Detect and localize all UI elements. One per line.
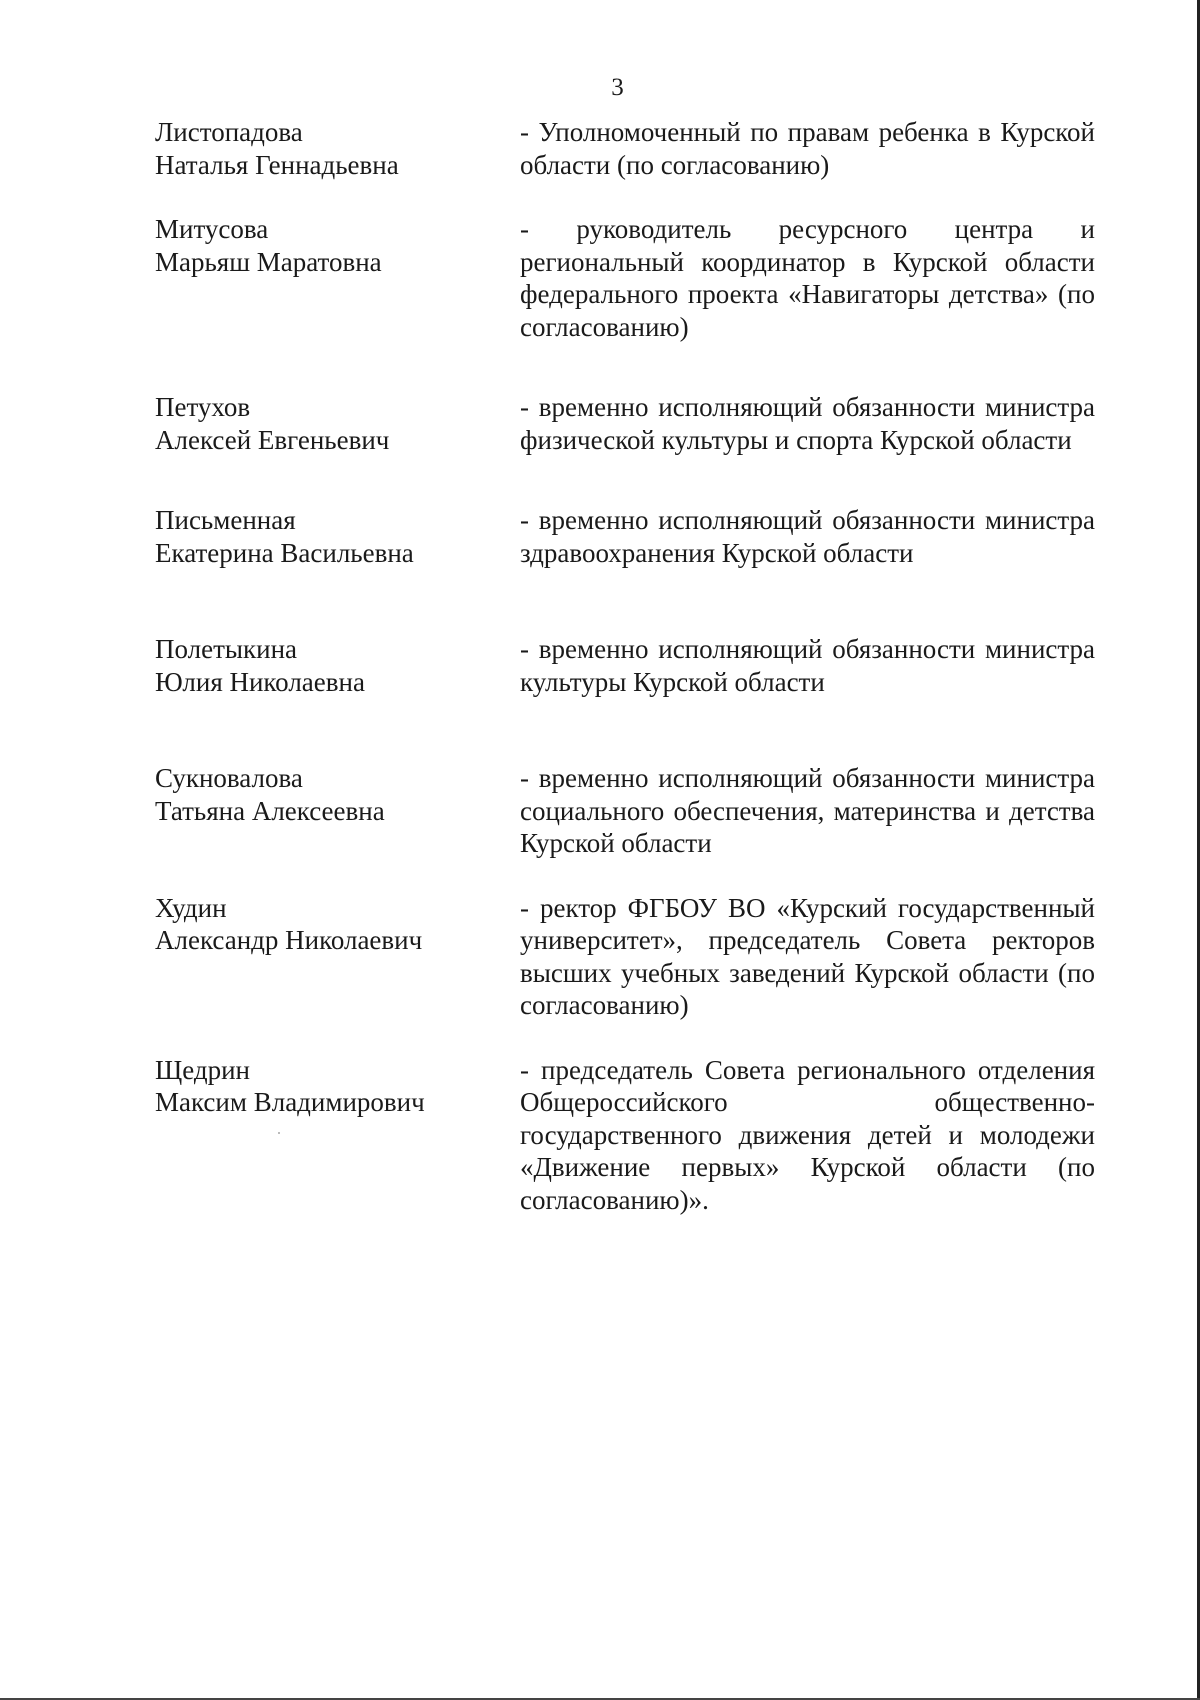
page-number: 3 — [611, 74, 624, 101]
member-description: - временно исполняющий обязанности министра культуры Курской области — [520, 634, 1095, 697]
member-entry — [155, 116, 1095, 181]
member-entry — [155, 633, 1095, 698]
member-surname: Щедрин — [155, 1054, 251, 1085]
member-given-names: Наталья Геннадьевна — [155, 149, 399, 180]
member-surname: Сукновалова — [155, 763, 303, 793]
member-entry — [155, 892, 1095, 1022]
member-surname: Листопадова — [155, 117, 303, 147]
member-entry — [155, 1054, 1095, 1217]
member-name — [155, 391, 520, 456]
member-description: - временно исполняющий обязанности министра здравоохранения Курской области — [520, 505, 1095, 568]
member-description: - ректор ФГБОУ ВО «Курский государственный университет», председатель Совета ректоров высших учебных заведений Курской области (по согласованию) — [520, 892, 1095, 1020]
member-given-names: Татьяна Алексеевна — [155, 795, 385, 826]
member-surname: Полетыкина — [155, 634, 298, 664]
member-description: - Уполномоченный по правам ребенка в Курской области (по согласованию) — [520, 117, 1095, 180]
member-description: - временно исполняющий обязанности министра социального обеспечения, материнства и детства Курской области — [520, 763, 1095, 858]
member-list — [155, 116, 1095, 1216]
member-surname: Худин — [155, 892, 227, 923]
member-description: - руководитель ресурсного центра и региональный координатор в Курской области федерального проекта «Навигаторы детства» (по согласованию) — [520, 214, 1095, 342]
member-entry — [155, 504, 1095, 569]
member-name — [155, 213, 520, 278]
member-entry — [155, 762, 1095, 860]
member-name — [155, 633, 520, 698]
member-given-names: Александр Николаевич — [155, 925, 423, 955]
member-given-names: Екатерина Васильевна — [155, 537, 414, 568]
member-name — [155, 892, 520, 957]
member-given-names: Юлия Николаевна — [155, 666, 365, 697]
member-name — [155, 504, 520, 569]
member-surname: Митусова — [155, 214, 269, 244]
member-description: - временно исполняющий обязанности министра физической культуры и спорта Курской области — [520, 392, 1095, 455]
member-given-names: Максим Владимирович — [155, 1087, 425, 1117]
member-surname: Петухов — [155, 392, 251, 422]
member-name — [155, 762, 520, 827]
member-entry — [155, 391, 1095, 456]
member-name — [155, 116, 520, 181]
member-entry — [155, 213, 1095, 343]
member-surname: Письменная — [155, 505, 296, 535]
member-given-names: Марьяш Маратовна — [155, 246, 382, 277]
scan-speck — [278, 1132, 280, 1134]
member-name — [155, 1054, 520, 1119]
member-given-names: Алексей Евгеньевич — [155, 424, 390, 455]
member-description: - председатель Совета регионального отделения Общероссийского общественно-государственного движения детей и молодежи «Движение первых» Курской области (по согласованию)». — [520, 1054, 1095, 1215]
